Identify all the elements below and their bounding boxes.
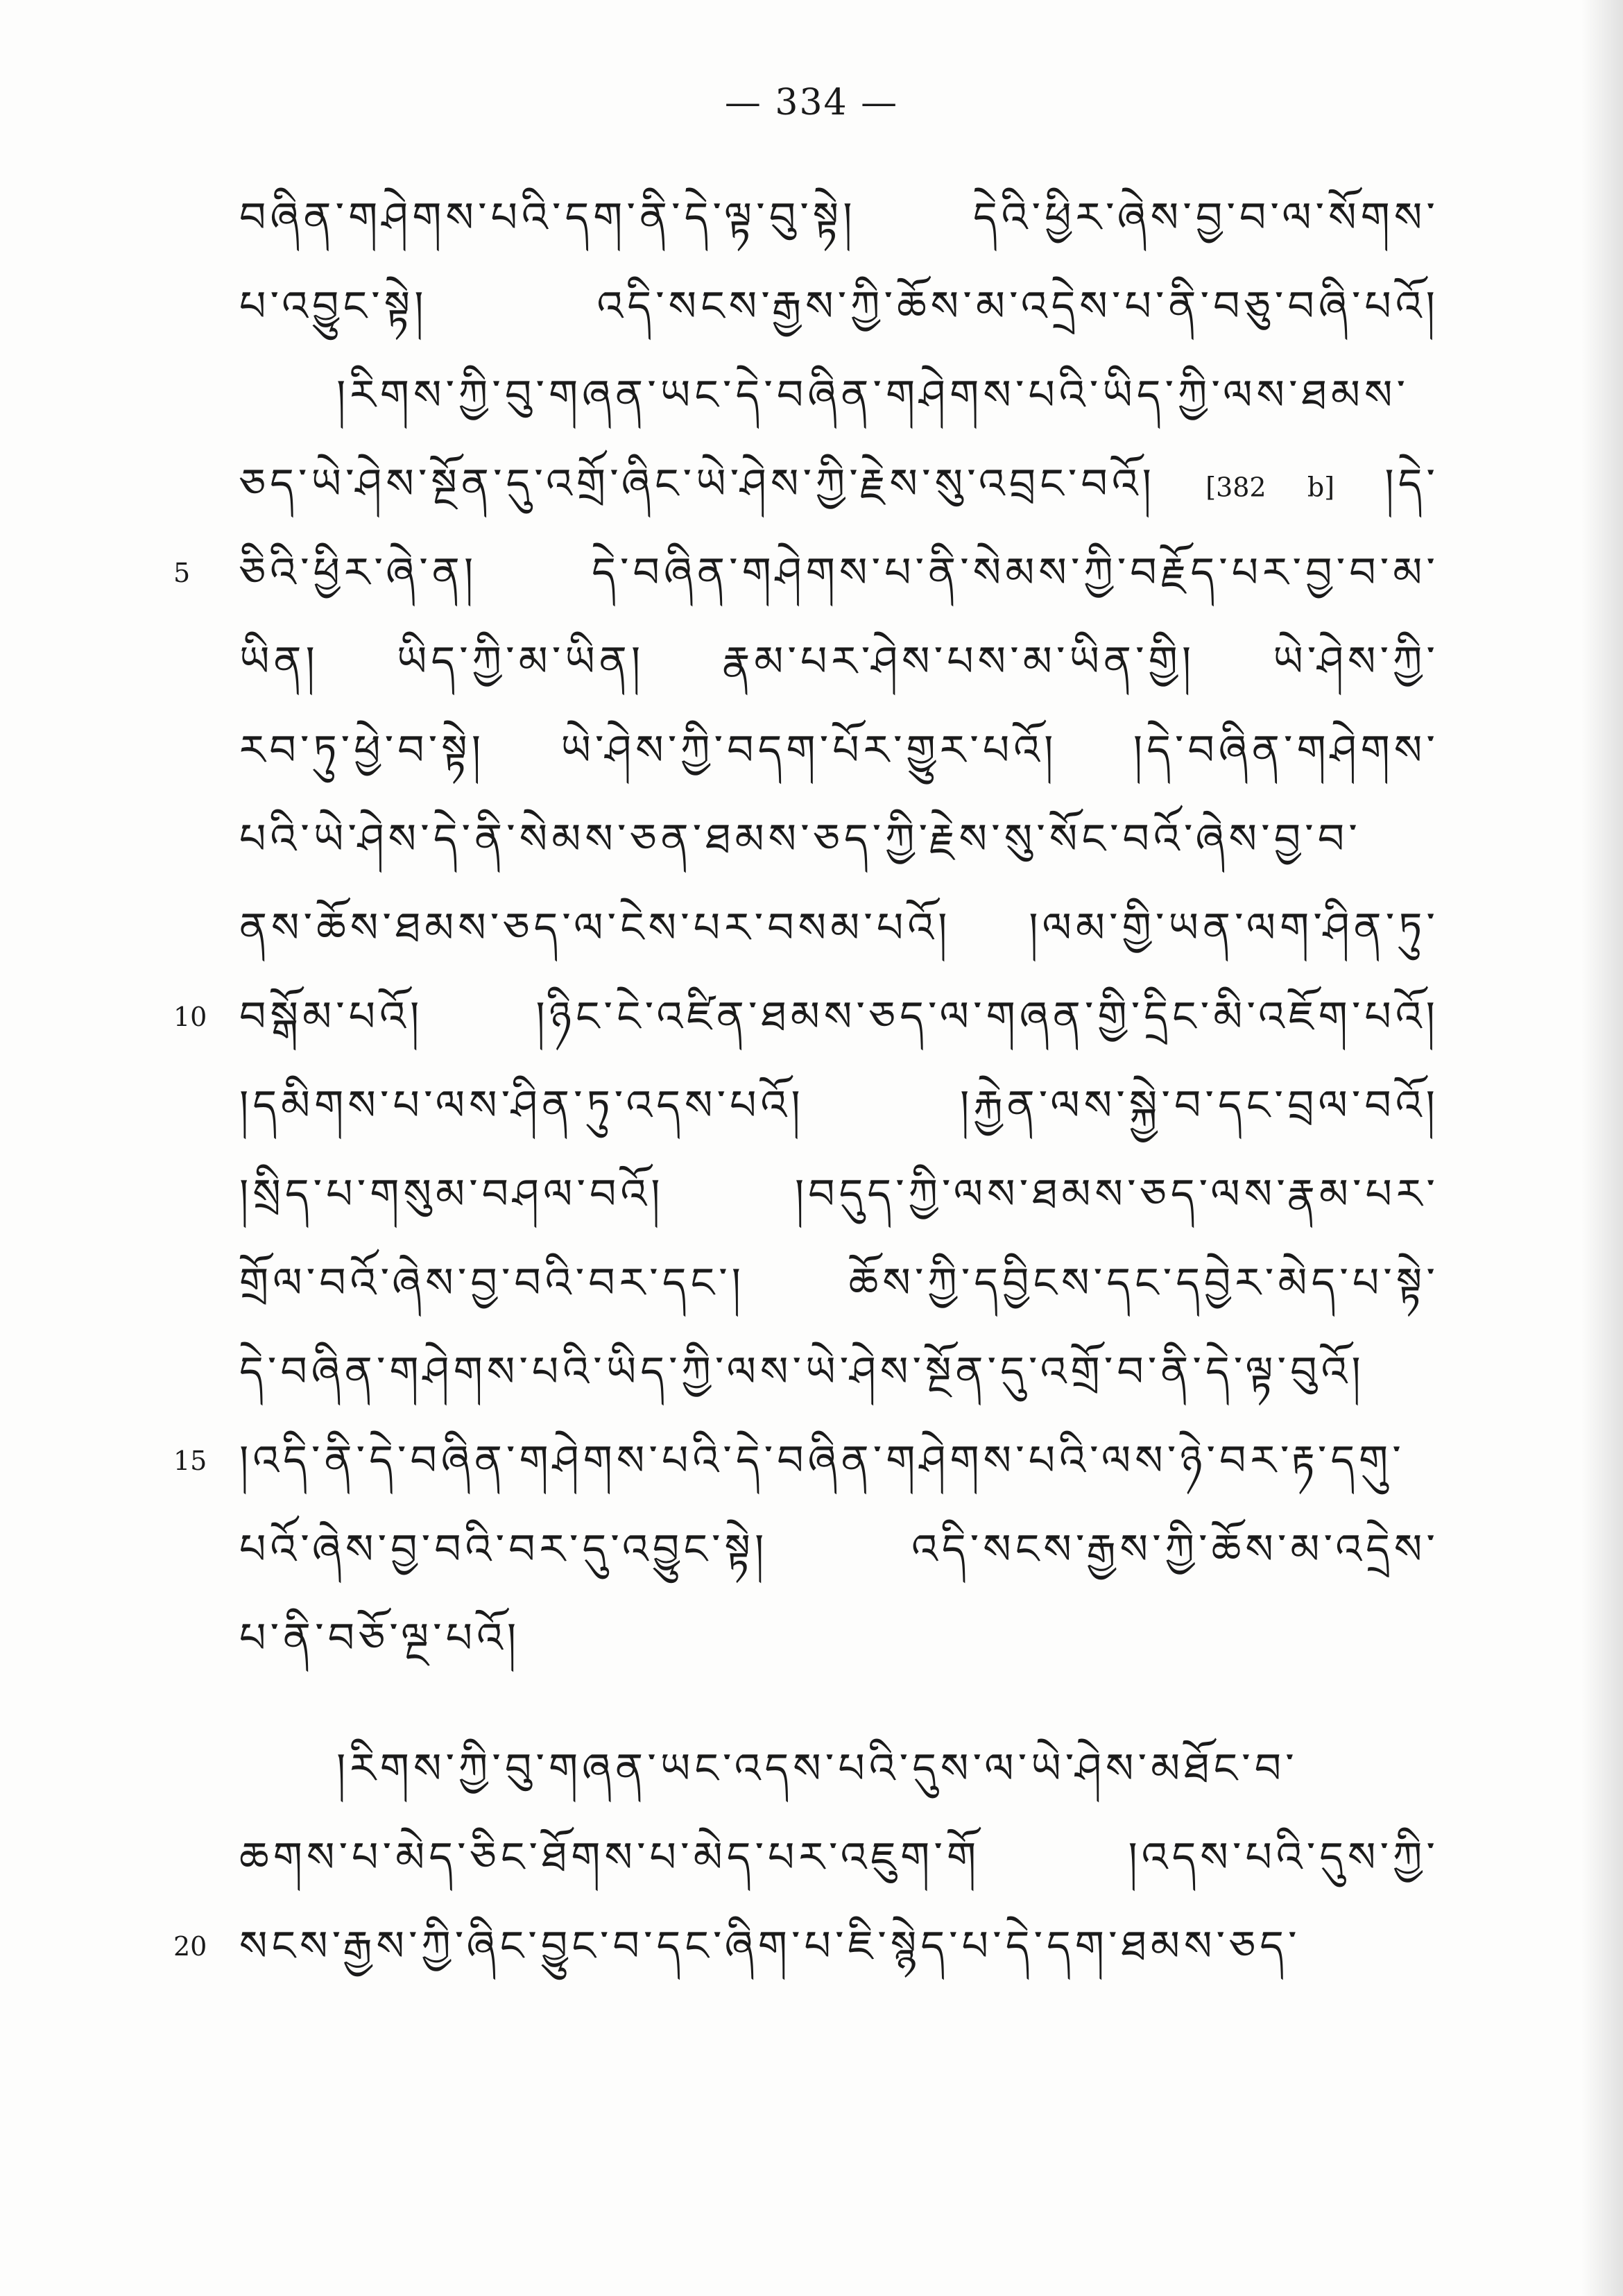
page-number: — 334 — bbox=[724, 82, 899, 123]
text-line bbox=[239, 1328, 1439, 1416]
line-number: 20 bbox=[173, 1931, 207, 1962]
text-line bbox=[173, 529, 1439, 617]
text-line bbox=[239, 1813, 1439, 1902]
line-text: གྲོལ་བའོ་ཞེས་བྱ་བའི་བར་དང་། ཆོས་ཀྱི་དབྱིངས་དང་དབྱེར་མེད་པ་སྟེ་ bbox=[239, 1259, 1439, 1308]
page-edge-shadow bbox=[1581, 0, 1623, 2296]
text-line bbox=[239, 617, 1439, 706]
text-line bbox=[173, 1902, 1439, 1991]
tibetan-text-block bbox=[173, 173, 1439, 1991]
line-number: 10 bbox=[173, 1002, 207, 1032]
line-number: 15 bbox=[173, 1446, 207, 1476]
text-line bbox=[239, 351, 1439, 440]
text-line bbox=[239, 262, 1439, 351]
line-text: པའི་ཡེ་ཤེས་དེ་ནི་སེམས་ཅན་ཐམས་ཅད་ཀྱི་རྗེས་སུ་སོང་བའོ་ཞེས་བྱ་བ་ bbox=[239, 815, 1362, 864]
line-text: །འདི་ནི་དེ་བཞིན་གཤེགས་པའི་དེ་བཞིན་གཤེགས་པའི་ལས་ཉེ་བར་རྟ་དགུ་ bbox=[239, 1437, 1405, 1485]
line-text: ཡིན། ཡིད་ཀྱི་མ་ཡིན། རྣམ་པར་ཤེས་པས་མ་ཡིན་གྱི། ཡེ་ཤེས་ཀྱི་ bbox=[239, 637, 1439, 686]
text-line bbox=[239, 1061, 1439, 1150]
text-line bbox=[239, 1724, 1439, 1813]
line-text: ཆགས་པ་མེད་ཅིང་ཐོགས་པ་མེད་པར་འཇུག་གོ །འདས་པའི་དུས་ཀྱི་ bbox=[239, 1833, 1439, 1882]
line-text: ཅིའི་ཕྱིར་ཞེ་ན། དེ་བཞིན་གཤེགས་པ་ནི་སེམས་ཀྱི་བརྗོད་པར་བྱ་བ་མ་ bbox=[239, 549, 1439, 597]
line-text: །རིགས་ཀྱི་བུ་གཞན་ཡང་འདས་པའི་དུས་ལ་ཡེ་ཤེས་མཐོང་བ་ bbox=[336, 1745, 1298, 1793]
line-text: བཞིན་གཤེགས་པའི་དག་ནི་དེ་ལྟ་བུ་སྟེ། དེའི་ཕྱིར་ཞེས་བྱ་བ་ལ་སོགས་ bbox=[239, 194, 1439, 242]
folio-marker: [382 b] bbox=[1205, 472, 1335, 503]
line-text: །རིགས་ཀྱི་བུ་གཞན་ཡང་དེ་བཞིན་གཤེགས་པའི་ཡིད་ཀྱི་ལས་ཐམས་ bbox=[336, 371, 1410, 420]
line-text: པ་ནི་བཅོ་ལྔ་པའོ། bbox=[239, 1614, 521, 1663]
line-text: དེ་བཞིན་གཤེགས་པའི་ཡིད་ཀྱི་ལས་ཡེ་ཤེས་སྔོན་དུ་འགྲོ་བ་ནི་དེ་ལྟ་བུའོ། bbox=[239, 1348, 1365, 1396]
line-text: བསྒོམ་པའོ། །ཉིང་ངེ་འཛིན་ཐམས་ཅད་ལ་གཞན་གྱི་དྲིང་མི་འཇོག་པའོ། bbox=[239, 993, 1439, 1041]
line-text: རབ་ཏུ་ཕྱེ་བ་སྟེ། ཡེ་ཤེས་ཀྱི་བདག་པོར་གྱུར་པའོ། །དེ་བཞིན་གཤེགས་ bbox=[239, 726, 1439, 775]
line-number: 5 bbox=[173, 558, 191, 588]
line-text: །སྲིད་པ་གསུམ་བཤལ་བའོ། །བདུད་ཀྱི་ལས་ཐམས་ཅད་ལས་རྣམ་པར་ bbox=[239, 1170, 1439, 1219]
line-text-tail: །དེ་ bbox=[1384, 460, 1439, 508]
line-text: སངས་རྒྱས་ཀྱི་ཞིང་བྱུང་བ་དང་ཞིག་པ་ཇི་སྙེད་པ་དེ་དག་ཐམས་ཅད་ bbox=[239, 1922, 1301, 1971]
line-text: པ་འབྱུང་སྟེ། འདི་སངས་རྒྱས་ཀྱི་ཆོས་མ་འདྲེས་པ་ནི་བཅུ་བཞི་པའོ། bbox=[239, 282, 1439, 331]
text-line bbox=[239, 795, 1439, 884]
line-text: པའོ་ཞེས་བྱ་བའི་བར་དུ་འབྱུང་སྟེ། འདི་སངས་རྒྱས་ཀྱི་ཆོས་མ་འདྲེས་ bbox=[239, 1525, 1439, 1574]
line-text: ཅད་ཡེ་ཤེས་སྔོན་དུ་འགྲོ་ཞིང་ཡེ་ཤེས་ཀྱི་རྗེས་སུ་འབྲང་བའོ། bbox=[239, 460, 1156, 508]
text-line bbox=[173, 973, 1439, 1061]
text-line bbox=[239, 440, 1439, 529]
line-text: །དམིགས་པ་ལས་ཤིན་ཏུ་འདས་པའོ། །རྐྱེན་ལས་སྐྱེ་བ་དང་བྲལ་བའོ། bbox=[239, 1081, 1439, 1130]
text-line bbox=[239, 1150, 1439, 1239]
text-line bbox=[239, 1594, 1439, 1683]
text-line bbox=[173, 1416, 1439, 1505]
line-text: ནས་ཆོས་ཐམས་ཅད་ལ་ངེས་པར་བསམ་པའོ། །ལམ་གྱི་ཡན་ལག་ཤིན་ཏུ་ bbox=[239, 904, 1439, 952]
text-line bbox=[239, 884, 1439, 973]
text-line bbox=[239, 706, 1439, 795]
text-line bbox=[239, 1239, 1439, 1328]
text-line bbox=[239, 1505, 1439, 1594]
text-line bbox=[239, 173, 1439, 262]
